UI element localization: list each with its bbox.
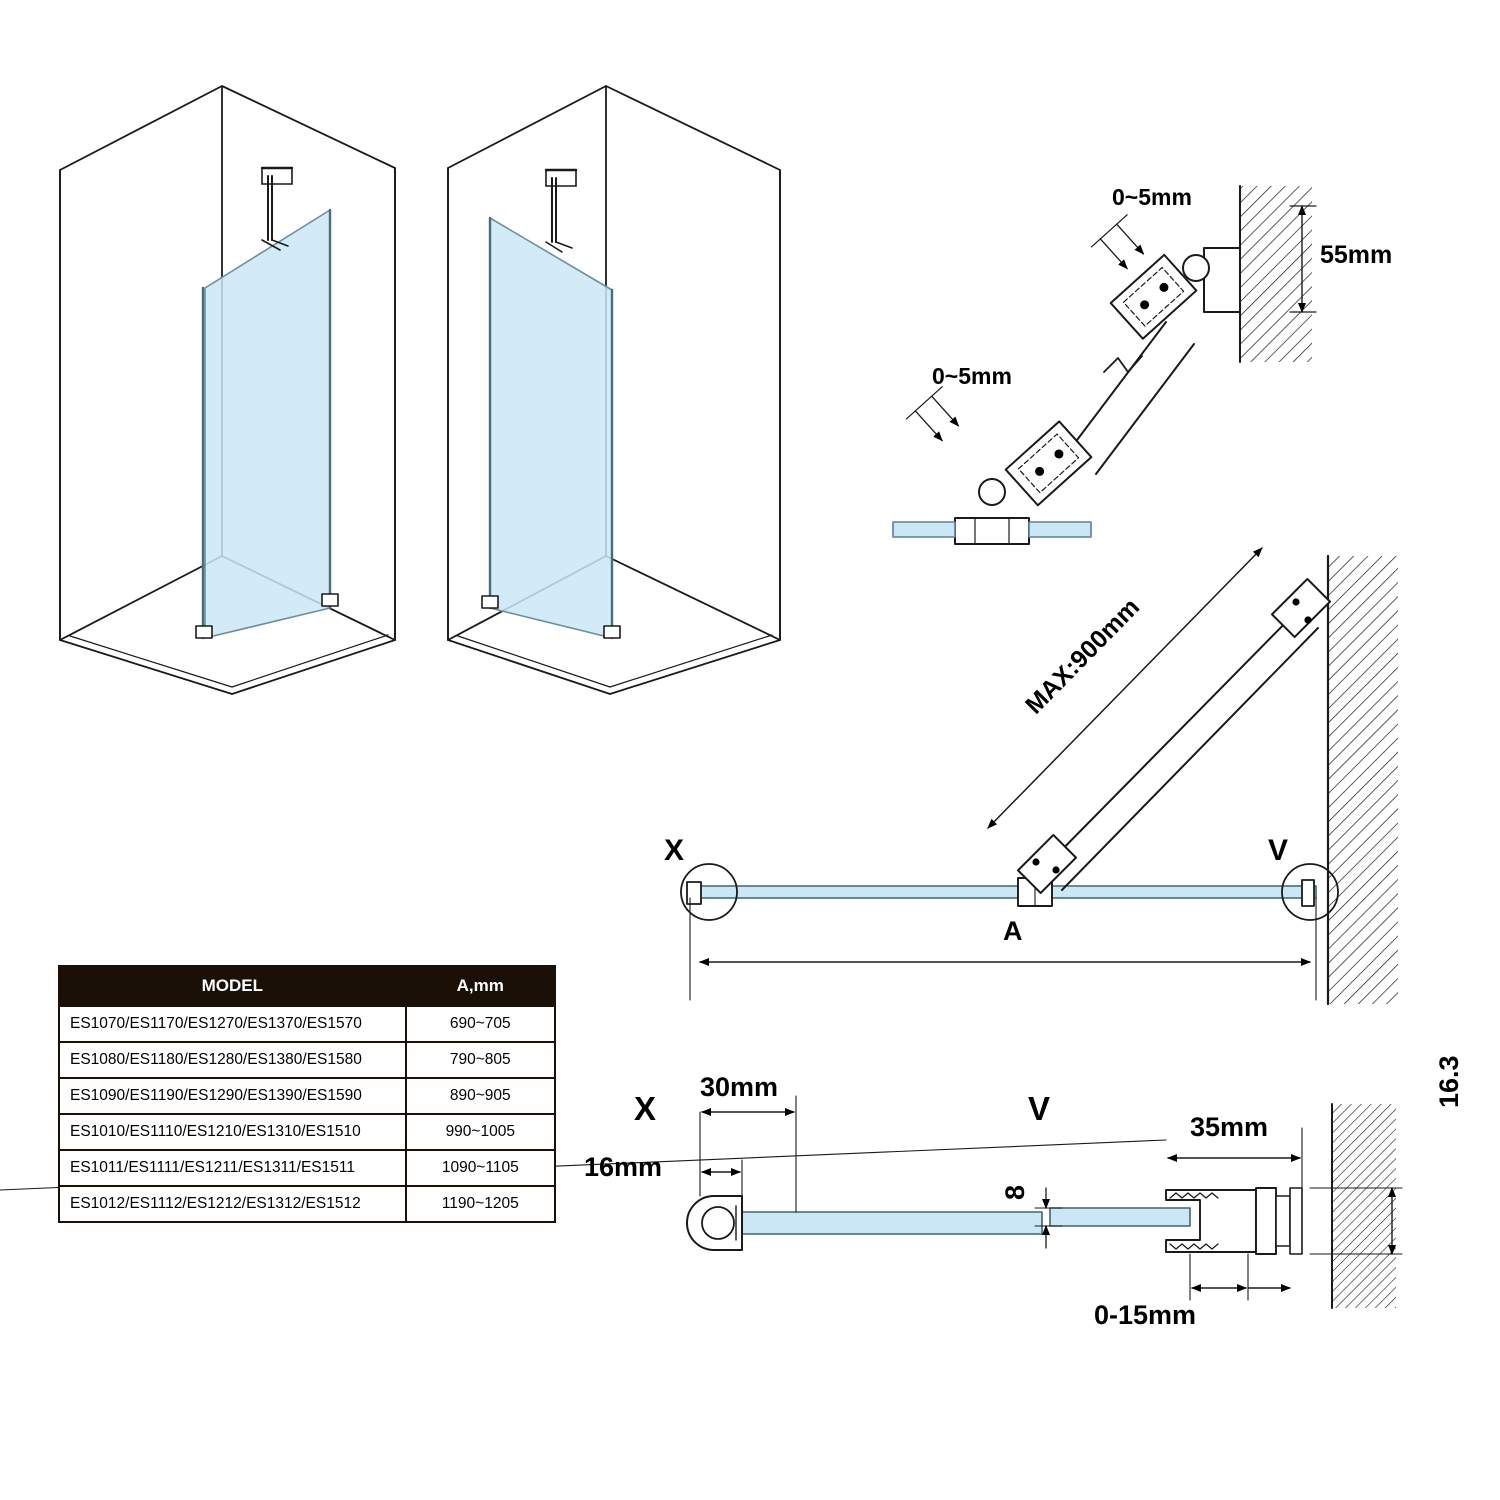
- cell-a: 890~905: [406, 1078, 555, 1114]
- cell-model: ES1011/ES1111/ES1211/ES1311/ES1511: [59, 1150, 406, 1186]
- label-gap-mid: 0~5mm: [932, 363, 1012, 389]
- table-header-row: [59, 966, 555, 1006]
- label-marker-x-plan: X: [664, 834, 685, 867]
- table-row: [59, 1078, 555, 1114]
- iso-left-enclosure: [60, 86, 395, 694]
- cell-a: 690~705: [406, 1006, 555, 1042]
- table-row: [59, 1006, 555, 1042]
- label-wall-profile-width: 35mm: [1190, 1112, 1269, 1142]
- label-marker-v-plan: V: [1268, 834, 1289, 867]
- cell-a: 990~1005: [406, 1114, 555, 1150]
- cell-model: ES1012/ES1112/ES1212/ES1312/ES1512: [59, 1186, 406, 1222]
- cell-a: 1190~1205: [406, 1186, 555, 1222]
- table-row: [59, 1150, 555, 1186]
- iso-right-enclosure: [448, 86, 780, 694]
- plan-view: [681, 548, 1398, 1004]
- label-wall-profile-depth: 16.3: [1434, 1055, 1464, 1108]
- label-profile-width: 30mm: [700, 1072, 779, 1102]
- table-row: [59, 1186, 555, 1222]
- cell-a: 1090~1105: [406, 1150, 555, 1186]
- column-header-a: A,mm: [406, 966, 555, 1006]
- cell-model: ES1010/ES1110/ES1210/ES1310/ES1510: [59, 1114, 406, 1150]
- label-gap-top: 0~5mm: [1112, 184, 1192, 210]
- cell-model: ES1090/ES1190/ES1290/ES1390/ES1590: [59, 1078, 406, 1114]
- label-wall-plate-height: 55mm: [1320, 241, 1393, 269]
- column-header-model: MODEL: [59, 966, 406, 1006]
- detail-x-section: [687, 1096, 1042, 1250]
- label-marker-x-detail: X: [634, 1090, 657, 1127]
- cell-model: ES1070/ES1170/ES1270/ES1370/ES1570: [59, 1006, 406, 1042]
- cell-a: 790~805: [406, 1042, 555, 1078]
- label-dim-a: A: [1003, 916, 1023, 946]
- label-profile-inner: 16mm: [584, 1152, 663, 1182]
- table-row: [59, 1042, 555, 1078]
- label-adjust-range: 0-15mm: [1094, 1300, 1197, 1330]
- label-marker-v-detail: V: [1028, 1090, 1051, 1127]
- table-row: [59, 1114, 555, 1150]
- model-dimension-table: [58, 965, 556, 1223]
- label-max-bar-length: MAX:900mm: [1020, 592, 1146, 720]
- cell-model: ES1080/ES1180/ES1280/ES1380/ES1580: [59, 1042, 406, 1078]
- label-glass-thickness: 8: [1000, 1184, 1030, 1200]
